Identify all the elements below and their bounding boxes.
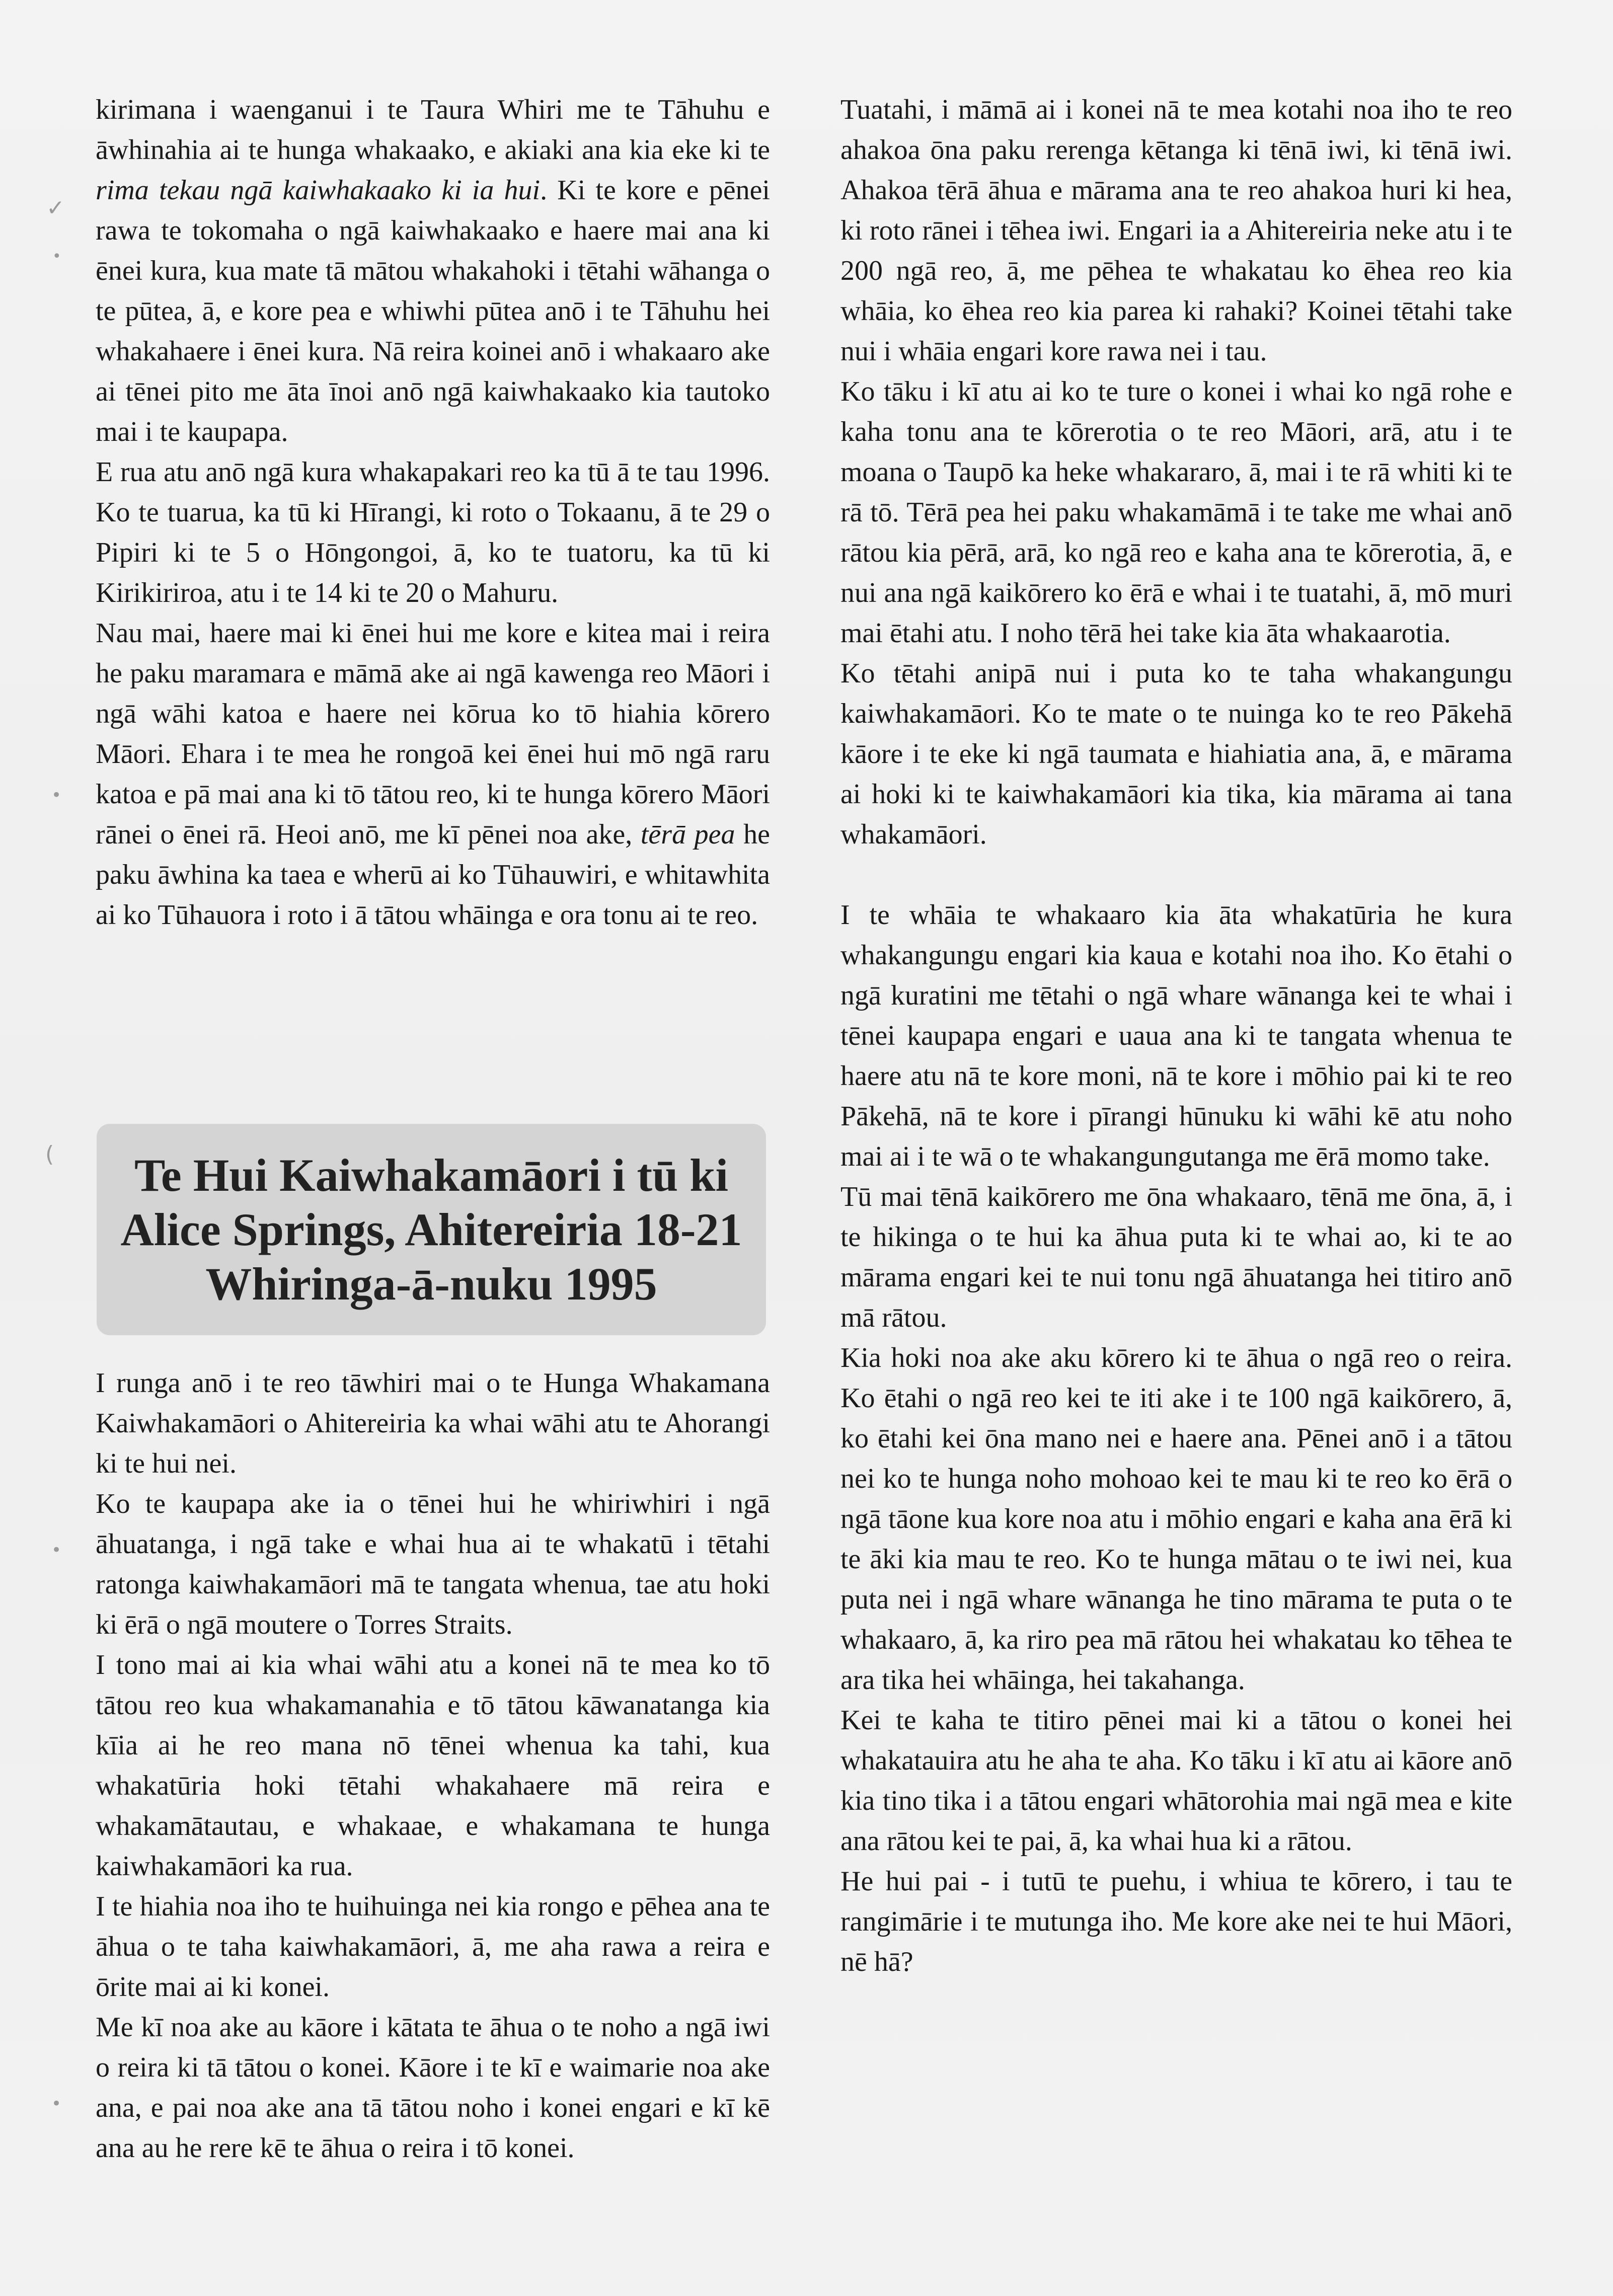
left-column-upper bbox=[96, 90, 770, 935]
paragraph: Tū mai tēnā kaikōrero me ōna whakaaro, tēnā me ōna, ā, i te hikinga o te hui ka āhua puta ki te whai ao, ki te ao mārama engari kei te nui tonu ngā āhuatanga hei titiro anō mā rātou. bbox=[840, 1181, 1512, 1333]
left-column-lower bbox=[96, 1363, 770, 2168]
punch-hole-mark: • bbox=[51, 1540, 62, 1560]
punch-hole-mark: ( bbox=[45, 1141, 54, 1167]
punch-hole-mark: • bbox=[51, 2094, 62, 2114]
text-run-italic: tērā pea bbox=[640, 819, 735, 850]
paragraph: Me kī noa ake au kāore i kātata te āhua o te noho a ngā iwi o reira ki tā tātou o konei. Kāore i te kī e waimarie noa ake ana, e pai noa ake ana tā tātou noho i konei engari e kī kē ana au he rere kē te āhua o reira i tō konei. bbox=[96, 2012, 770, 2164]
paragraph: I te hiahia noa iho te huihuinga nei kia rongo e pēhea ana te āhua o te taha kaiwhakamāori, ā, me aha rawa a reira e ōrite mai ai ki konei. bbox=[96, 1891, 770, 2003]
punch-hole-mark: ✓ bbox=[46, 195, 65, 221]
paragraph: I te whāia te whakaaro kia āta whakatūria he kura whakangungu engari kia kaua e kotahi noa iho. Ko ētahi o ngā kuratini me tētahi o ngā whare wānanga kei te whai i tēnei kaupapa engari e uaua ana ki te tangata whenua te haere atu nā te kore moni, nā te kore i mōhio pai ki te reo Pākehā, nā te kore i pīrangi hūnuku ki wāhi kē atu noho mai ai i te wā o te whakangungutanga me ērā momo take. bbox=[840, 899, 1512, 1172]
heading-line: Alice Springs, Ahitereiria 18-21 bbox=[120, 1204, 742, 1255]
punch-hole-mark: • bbox=[51, 785, 62, 805]
section-heading-box bbox=[97, 1124, 766, 1335]
text-run: he paku āwhina ka taea e wherū ai ko Tūhauwiri, e whitawhita ai ko Tūhauora i roto i ā tātou whāinga e ora tonu ai te reo. bbox=[96, 819, 771, 931]
punch-hole-mark: • bbox=[52, 248, 61, 265]
paragraph-gap bbox=[840, 855, 1512, 895]
paragraph: Kia hoki noa ake aku kōrero ki te āhua o ngā reo o reira. Ko ētahi o ngā reo kei te iti ake i te 100 ngā kaikōrero, ā, ko ētahi kei ōna mano nei e haere ana. Pēnei anō i a tātou nei ko te hunga noho mohoao kei te mau ki te reo ko ērā o ngā tāone kua kore noa atu i mōhio engari e kaha ana ērā ki te āki kia mau te reo. Ko te hunga mātau o te iwi nei, kua puta nei i ngā whare wānanga he tino mārama te puta o te whakaaro, ā, ka riro pea mā rātou hei whakatau ko tēhea te ara tika hei whāinga, hei takahanga. bbox=[840, 1342, 1512, 1696]
text-run-italic: rima tekau ngā kaiwhakaako ki ia hui bbox=[96, 175, 541, 206]
paragraph: I tono mai ai kia whai wāhi atu a konei nā te mea ko tō tātou reo kua whakamanahia e tō tātou kāwanatanga kia kīia ai he reo mana nō tēnei whenua ka tahi, kua whakatūria hoki tētahi whakahaere mā reira e whakamātautau, e whakaae, e whakamana te hunga kaiwhakamāori ka rua. bbox=[96, 1649, 770, 1882]
paragraph bbox=[96, 452, 770, 613]
text-run: Nau mai, haere mai ki ēnei hui me kore e kitea mai i reira he paku maramara e māmā ake ai ngā kawenga reo Māori i ngā wāhi katoa e haere nei kōrua ko tō hiahia kōrero Māori. Ehara i te mea he rongoā kei ēnei hui mō ngā raru katoa e pā mai ana ki tō tātou reo, ki te hunga kōrero Māori rānei o ēnei rā. Heoi anō, me kī pēnei noa ake, bbox=[96, 618, 770, 850]
paragraph: Ko te kaupapa ake ia o tēnei hui he whiriwhiri i ngā āhuatanga, i ngā take e whai hua ai te whakatū i tētahi ratonga kaiwhakamāori mā te tangata whenua, tae atu hoki ki ērā o ngā moutere o Torres Straits. bbox=[96, 1488, 770, 1640]
paragraph bbox=[96, 90, 770, 452]
paragraph: He hui pai - i tutū te puehu, i whiua te kōrero, i tau te rangimārie i te mutunga iho. Me kore ake nei te hui Māori, nē hā? bbox=[840, 1866, 1512, 1977]
text-run: . Ki te kore e pēnei rawa te tokomaha o ngā kaiwhakaako e haere mai ana ki ēnei kura, kua mate tā mātou whakahoki i tētahi wāhanga o te pūtea, ā, e kore pea e whiwhi pūtea anō i te Tāhuhu hei whakahaere i ēnei kura. Nā reira koinei anō i whakaaro ake ai tēnei pito me āta īnoi anō ngā kaiwhakaako kia tautoko mai i te kaupapa. bbox=[96, 175, 770, 447]
heading-line: Te Hui Kaiwhakamāori i tū ki bbox=[134, 1150, 729, 1201]
paragraph: I runga anō i te reo tāwhiri mai o te Hunga Whakamana Kaiwhakamāori o Ahitereiria ka whai wāhi atu te Ahorangi ki te hui nei. bbox=[96, 1367, 770, 1479]
paragraph: Kei te kaha te titiro pēnei mai ki a tātou o konei hei whakatauira atu he aha te aha. Ko tāku i kī atu ai kāore anō kia tino tika i a tātou engari whātorohia mai ngā mea e kite ana rātou kei te pai, ā, ka whai hua ki a rātou. bbox=[840, 1705, 1512, 1857]
paragraph bbox=[96, 613, 770, 935]
paragraph: Ko tāku i kī atu ai ko te ture o konei i whai ko ngā rohe e kaha tonu ana te kōrerotia o te reo Māori, arā, atu i te moana o Taupō ka heke whakararo, ā, mai i te rā whiti ki te rā tō. Tērā pea hei paku whakamāmā i te take me whai anō rātou kia pērā, arā, ko ngā reo e kaha ana te kōrerotia, ā, e nui ana ngā kaikōrero ko ērā e whai i te tuatahi, ā, mō muri mai ētahi atu. I noho tērā hei take kia āta whakaarotia. bbox=[840, 376, 1512, 649]
section-heading bbox=[120, 1148, 742, 1311]
paragraph: Ko tētahi anipā nui i puta ko te taha whakangungu kaiwhakamāori. Ko te mate o te nuinga ko te reo Pākehā kāore i te eke ki ngā taumata e hiahiatia ana, ā, e mārama ai hoki ki te kaiwhakamāori kia tika, kia mārama ai tana whakamāori. bbox=[840, 658, 1512, 850]
paragraph: Tuatahi, i māmā ai i konei nā te mea kotahi noa iho te reo ahakoa ōna paku rerenga kētanga ki tēnā iwi, ki tēnā iwi. Ahakoa tērā āhua e mārama ana te reo ahakoa huri ki hea, ki roto rānei i tēhea iwi. Engari ia a Ahitereiria neke atu i te 200 ngā reo, ā, me pēhea te whakatau ko ēhea reo kia whāia, ko ēhea reo kia parea ki rahaki? Koinei tētahi take nui i whāia engari kore rawa nei i tau. bbox=[840, 94, 1512, 367]
right-column bbox=[840, 90, 1512, 1982]
text-run: E rua atu anō ngā kura whakapakari reo ka tū ā te tau 1996. Ko te tuarua, ka tū ki Hīrangi, ki roto o Tokaanu, ā te 29 o Pipiri ki te 5 o Hōngongoi, ā, ko te tuatoru, ka tū ki Kirikiriroa, atu i te 14 ki te 20 o Mahuru. bbox=[96, 456, 770, 608]
text-run: kirimana i waenganui i te Taura Whiri me te Tāhuhu e āwhinahia ai te hunga whakaako, e akiaki ana kia eke ki te bbox=[96, 94, 770, 166]
heading-line: Whiringa-ā-nuku 1995 bbox=[205, 1258, 657, 1310]
